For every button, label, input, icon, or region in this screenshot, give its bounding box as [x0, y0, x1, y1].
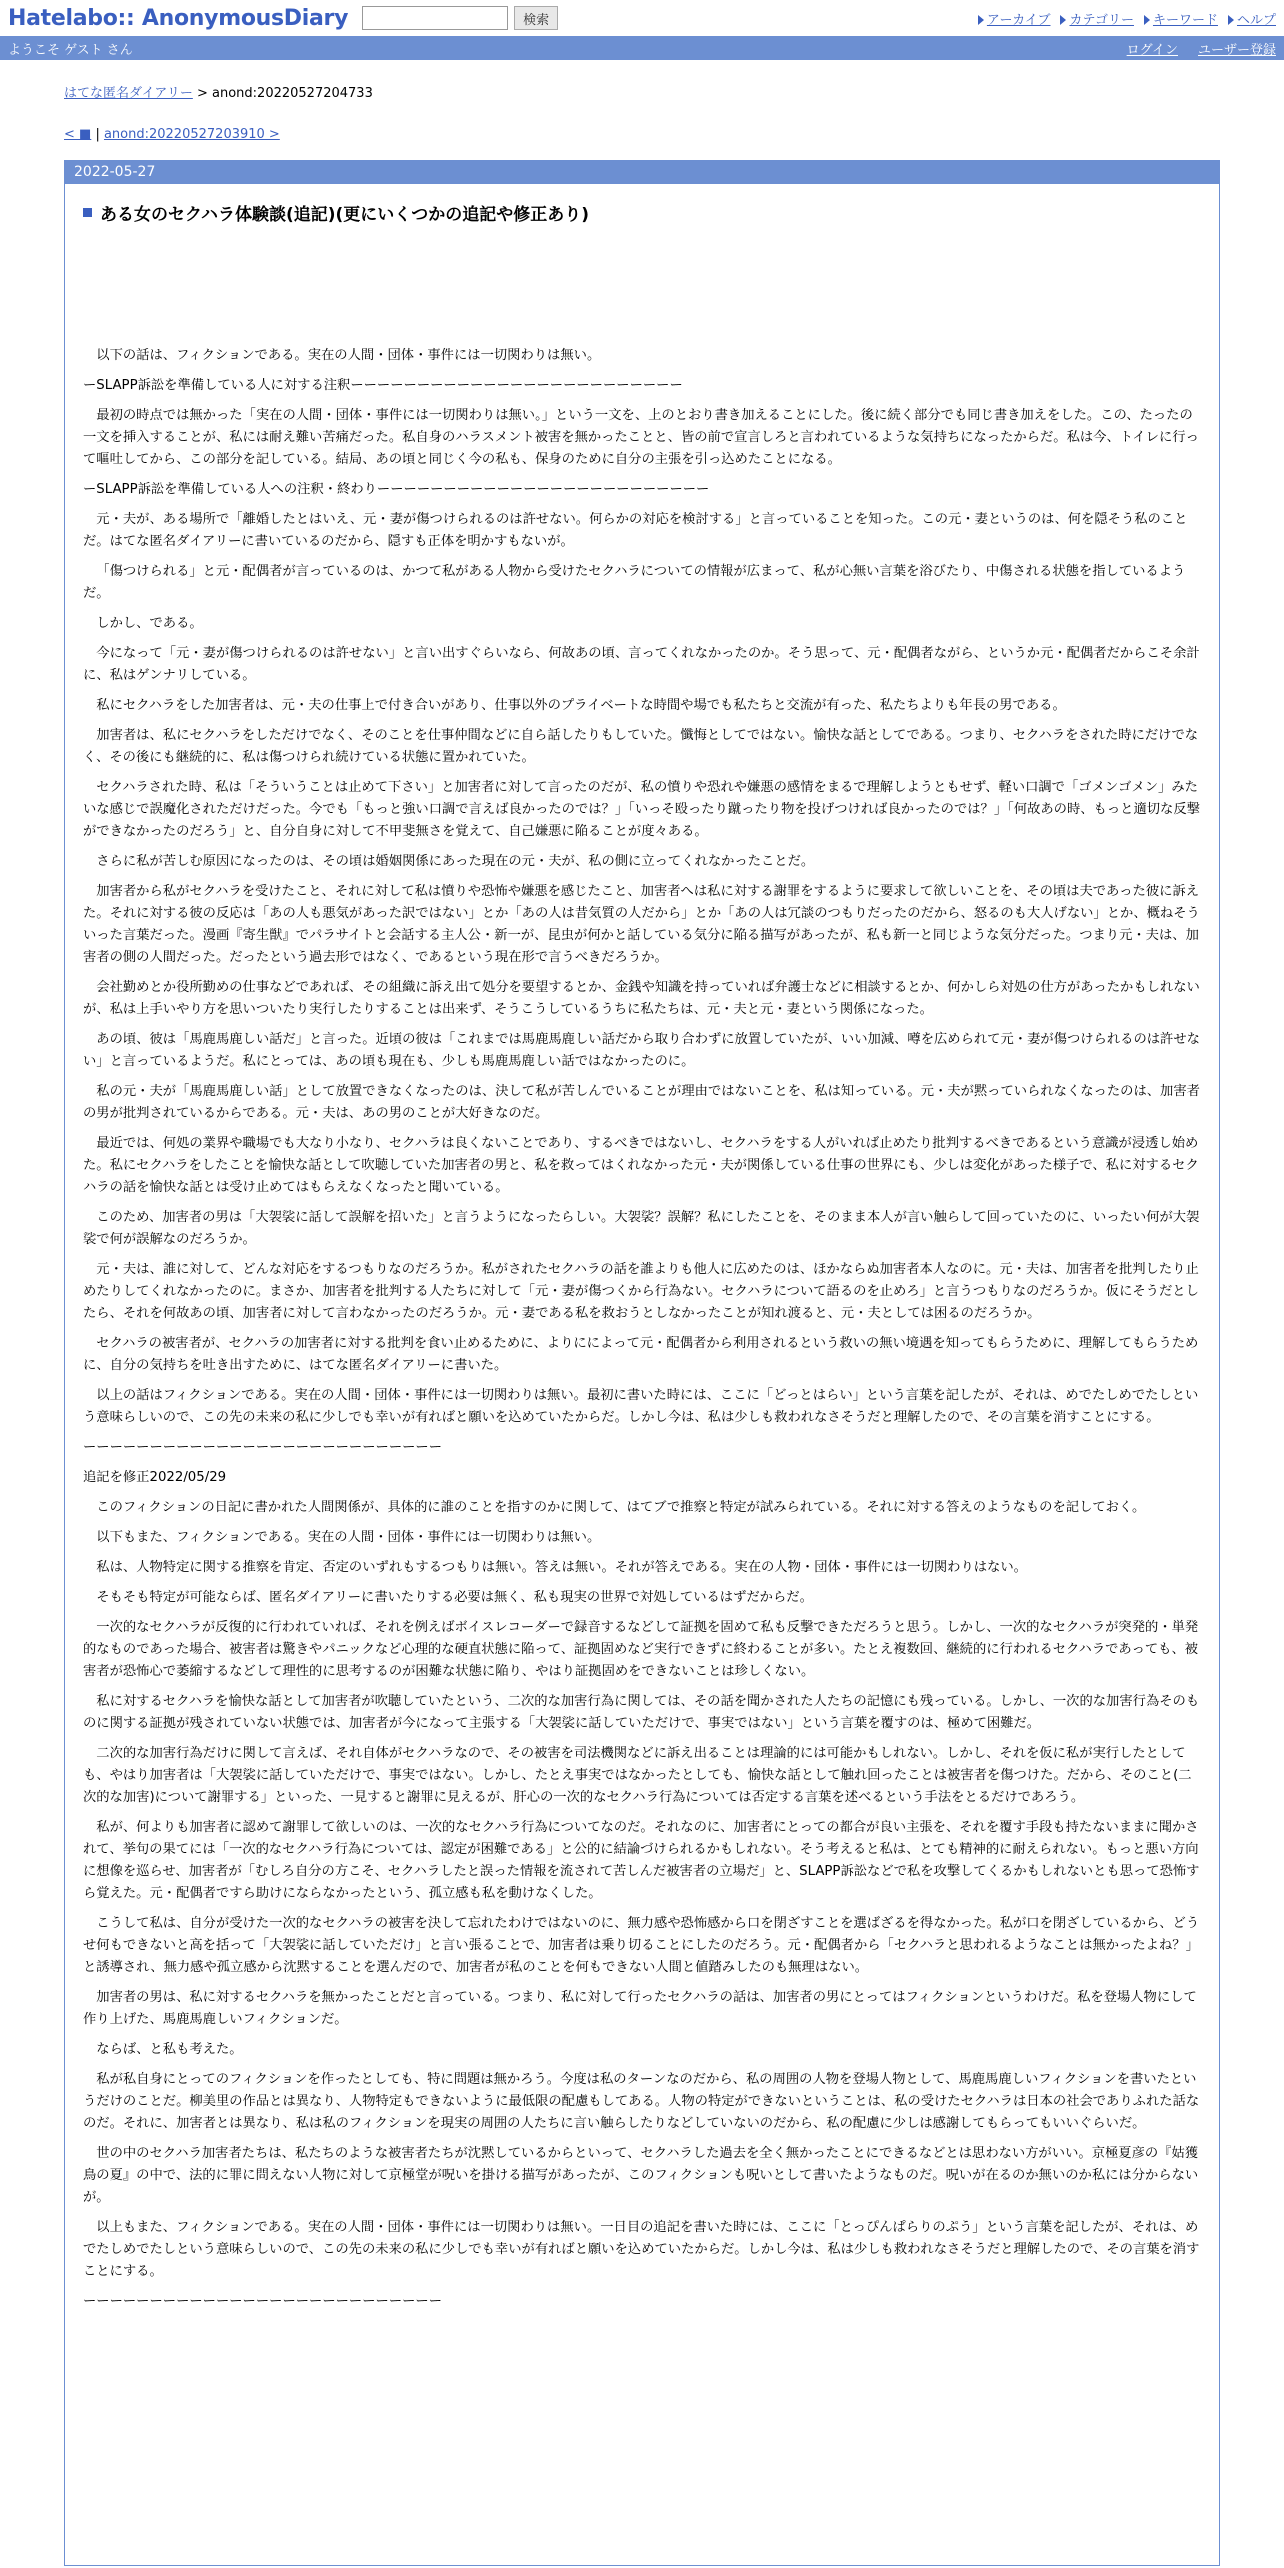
entry-paragraph: 一次的なセクハラが反復的に行われていれば、それを例えばボイスレコーダーで録音するなどして証拠を固めて私も反撃できただろうと思う。しかし、一次的なセクハラが突発的・単発的なものであった場合、被害者は驚きやパニックなど心理的な硬直状態に陥って、証拠固めなど実行できずに終わることが多い。たとえ複数回、継続的に行われるセクハラであっても、被害者が恐怖心で萎縮するなどして理性的に思考するのが困難な状態に陥り、やはり証拠固めをできないことは珍しくない。: [83, 1620, 1199, 1679]
square-bullet-icon[interactable]: [83, 208, 92, 217]
nav-archive[interactable]: [978, 9, 1051, 28]
entry-paragraph: 以下の話は、フィクションである。実在の人間・団体・事件には一切関わりは無い。: [96, 348, 601, 363]
pager: [64, 127, 1220, 142]
main-content: [0, 82, 1284, 2566]
entry-paragraph: 最近では、何処の業界や職場でも大なり小なり、セクハラは良くないことであり、するべきではないし、セクハラをする人がいれば止めたり批判するべきであるという意識が浸透し始めた。私にセクハラをしたことを愉快な話として吹聴していた加害者の男と、私を救ってはくれなかった元・夫が関係している仕事の世界にも、少しは変化があった様子で、私に対するセクハラの話を愉快な話とは受け止めてはもらえなくなったと聞いている。: [83, 1136, 1199, 1195]
entry-paragraph: ならば、と私も考えた。: [96, 2042, 243, 2057]
account-links: [1127, 39, 1276, 58]
entry-paragraph: さらに私が苦しむ原因になったのは、その頃は婚姻関係にあった現在の元・夫が、私の側に立ってくれなかったことだ。: [96, 854, 815, 869]
entry-paragraph: セクハラの被害者が、セクハラの加害者に対する批判を食い止めるために、よりにによって元・配偶者から利用されるという救いの無い境遇を知ってもらうために、理解してもらうために、自分の気持ちを吐き出すために、はてな匿名ダイアリーに書いた。: [83, 1336, 1199, 1373]
breadcrumb-home[interactable]: はてな匿名ダイアリー: [64, 86, 193, 101]
blank-space: [83, 225, 1201, 345]
site-logo[interactable]: Hatelabo:: AnonymousDiary: [8, 5, 349, 31]
nav-archive-link[interactable]: アーカイブ: [986, 12, 1051, 28]
arrow-right-icon: [978, 15, 984, 25]
arrow-right-icon: [1144, 15, 1150, 25]
arrow-right-icon: [1228, 15, 1234, 25]
pager-separator: |: [91, 127, 104, 142]
site-header: [0, 0, 1284, 36]
entry-paragraph: 加害者は、私にセクハラをしただけでなく、そのことを仕事仲間などに自ら話したりもしていた。懺悔としてではない。愉快な話としてである。つまり、セクハラをされた時にだけでなく、その後にも継続的に、私は傷つけられ続けている状態に置かれていた。: [83, 728, 1199, 765]
entry-paragraph: あの頃、彼は「馬鹿馬鹿しい話だ」と言った。近頃の彼は「これまでは馬鹿馬鹿しい話だから取り合わずに放置していたが、いい加減、噂を広められて元・妻が傷つけられるのは許せない」と言っているようだ。私にとっては、あの頃も現在も、少しも馬鹿馬鹿しい話ではなかったのに。: [83, 1032, 1200, 1069]
entry-paragraph: 加害者から私がセクハラを受けたこと、それに対して私は憤りや恐怖や嫌悪を感じたこと、加害者へは私に対する謝罪をするように要求して欲しいことを、その頃は夫であった彼に訴えた。それに対する彼の反応は「あの人も悪気があった訳ではない」とか「あの人は昔気質の人だから」とか「あの人は冗談のつもりだったのだから、怒るのも大人げない」とか、概ねそういった言葉だった。漫画『寄生獣』でパラサイトと会話する主人公・新一が、昆虫が何かと話している気分に陥る描写があったが、私も新一と同じような気分だった。つまり元・夫は、加害者の側の人間だった。だったという過去形ではなく、であるという現在形で言うべきだろうか。: [83, 884, 1200, 965]
nav-help[interactable]: [1228, 9, 1276, 28]
prev-entry-link[interactable]: < ■: [64, 127, 92, 142]
entry-paragraph: 私に対するセクハラを愉快な話として加害者が吹聴していたという、二次的な加害行為に関しては、その話を聞かされた人たちの記憶にも残っている。しかし、一次的な加害行為そのものに関する証拠が残されていない状態では、加害者が今になって主張する「大袈裟に話していただけで、事実ではない」という言葉を覆すのは、極めて困難だ。: [83, 1694, 1200, 1731]
next-entry-link[interactable]: anond:20220527203910 >: [103, 127, 280, 142]
entry-paragraph: そもそも特定が可能ならば、匿名ダイアリーに書いたりする必要は無く、私も現実の世界で対処しているはずだからだ。: [96, 1590, 813, 1605]
entry-paragraph: 元・夫が、ある場所で「離婚したとはいえ、元・妻が傷つけられるのは許せない。何らかの対応を検討する」と言っていることを知った。この元・妻というのは、何を隠そう私のことだ。はてな匿名ダイアリーに書いているのだから、隠すも正体を明かすもないが。: [83, 512, 1188, 549]
breadcrumb-current: anond:20220527204733: [212, 86, 373, 101]
entry-paragraph: 加害者の男は、私に対するセクハラを無かったことだと言っている。つまり、私に対して行ったセクハラの話は、加害者の男にとってはフィクションというわけだ。私を登場人物にして作り上げた、馬鹿馬鹿しいフィクションだ。: [83, 1990, 1197, 2027]
entry-paragraph: 追記を修正2022/05/29: [83, 1470, 227, 1485]
entry-paragraph: 最初の時点では無かった「実在の人間・団体・事件には一切関わりは無い。」という一文を、上のとおり書き加えることにした。後に続く部分でも同じ書き加えをした。この、たったの一文を挿入することが、私には耐え難い苦痛だった。私自身のハラスメント被害を無かったことと、皆の前で宣言しろと言われているような気持ちになったからだ。私は今、トイレに行って嘔吐してから、この部分を記している。結局、あの頃と同じく今の私も、保身のために自分の主張を引っ込めたことになる。: [83, 408, 1199, 467]
entry-paragraph: しかし、である。: [96, 616, 203, 631]
entry-paragraph: 私が、何よりも加害者に認めて謝罪して欲しいのは、一次的なセクハラ行為についてなのだ。それなのに、加害者にとっての都合が良い主張を、それを覆す手段も持たないままに聞かされて、挙句の果てには「一次的なセクハラ行為については、認定が困難である」と公的に結論づけられるかもしれない。そう考えると私は、とても精神的に耐えられない。もっと悪い方向に想像を巡らせ、加害者が「むしろ自分の方こそ、セクハラしたと誤った情報を流されて苦しんだ被害者の立場だ」と、SLAPP訴訟などで私を攻撃してくるかもしれないとも思って恐怖すら覚えた。元・配偶者ですら助けにならなかったという、孤立感も私を動けなくした。: [83, 1820, 1200, 1901]
nav-keyword-link[interactable]: キーワード: [1152, 12, 1218, 28]
entry-paragraph: 以上もまた、フィクションである。実在の人間・団体・事件には一切関わりは無い。一日目の追記を書いた時には、ここに「とっぴんぱらりのぷう」という言葉を記したが、それは、めでたしめでたしという意味らしいので、この先の未来の私に少しでも幸いが有ればと願いを込めていたからだ。しかし今は、私は少しも救われなさそうだと理解したので、その言葉を消すことにする。: [83, 2220, 1200, 2279]
login-link[interactable]: ログイン: [1126, 42, 1178, 58]
entry-paragraph: 今になって「元・妻が傷つけられるのは許せない」と言い出すぐらいなら、何故あの頃、言ってくれなかったのか。そう思って、元・配偶者ながら、というか元・配偶者だからこそ余計に、私はゲンナリしている。: [83, 646, 1200, 683]
entry-paragraph: 世の中のセクハラ加害者たちは、私たちのような被害者たちが沈黙しているからといって、セクハラした過去を全く無かったことにできるなどとは思わない方がいい。京極夏彦の『姑獲鳥の夏』の中で、法的に罪に問えない人物に対して京極堂が呪いを掛ける描写があったが、このフィクションも呪いとして書いたようなものだ。呪いが在るのか無いのか私には分からないが。: [83, 2146, 1199, 2205]
breadcrumb-separator: >: [192, 86, 213, 101]
welcome-text: ようこそ ゲスト さん: [8, 42, 133, 58]
nav-keyword[interactable]: [1144, 9, 1218, 28]
entry-paragraph: 私にセクハラをした加害者は、元・夫の仕事上で付き合いがあり、仕事以外のプライベートな時間や場でも私たちと交流が有った、私たちよりも年長の男である。: [96, 698, 1066, 713]
entry-paragraph: 私は、人物特定に関する推察を肯定、否定のいずれもするつもりは無い。答えは無い。それが答えである。実在の人物・団体・事件には一切関わりはない。: [96, 1560, 1027, 1575]
entry-paragraph: ーSLAPP訴訟を準備している人に対する注釈ーーーーーーーーーーーーーーーーーーーーーーーーー: [83, 378, 683, 393]
entry-title-text: ある女のセクハラ体験談(追記)(更にいくつかの追記や修正あり): [100, 205, 590, 225]
entry-title: [83, 200, 1201, 225]
nav-category[interactable]: [1060, 9, 1133, 28]
search-input[interactable]: [362, 6, 508, 30]
entry-paragraph: ーーーーーーーーーーーーーーーーーーーーーーーーーーー: [83, 1440, 443, 1455]
entry-paragraph: 以上の話はフィクションである。実在の人間・団体・事件には一切関わりは無い。最初に書いた時には、ここに「どっとはらい」という言葉を記したが、それは、めでたしめでたしという意味らしいので、この先の未来の私に少しでも幸いが有ればと願いを込めていたからだ。しかし今は、私は少しも救われなさそうだと理解したので、その言葉を消すことにする。: [83, 1388, 1199, 1425]
entry-paragraph: 二次的な加害行為だけに関して言えば、それ自体がセクハラなので、その被害を司法機関などに訴え出ることは理論的には可能かもしれない。しかし、それを仮に私が実行したとしても、やはり加害者は「大袈裟に話していただけで、事実ではない。しかし、たとえ事実ではなかったとしても、愉快な話として触れ回ったことは被害者を傷つけた。だから、そのこと(二次的な加害)について謝罪する」といった、一見すると謝罪に見えるが、肝心の一次的なセクハラ行為については否定する言葉を述べるという手法をとるだけであろう。: [83, 1746, 1192, 1805]
arrow-right-icon: [1060, 15, 1066, 25]
nav-category-link[interactable]: カテゴリー: [1069, 12, 1134, 28]
entry-paragraph: このため、加害者の男は「大袈裟に話して誤解を招いた」と言うようになったらしい。大袈裟？誤解？私にしたことを、そのまま本人が言い触らして回っていたのに、いったい何が大袈裟で何が誤解なのだろうか。: [83, 1210, 1200, 1247]
entry-paragraph: 私の元・夫が「馬鹿馬鹿しい話」として放置できなくなったのは、決して私が苦しんでいることが理由ではないことを、私は知っている。元・夫が黙っていられなくなったのは、加害者の男が批判されているからである。元・夫は、あの男のことが大好きなのだ。: [83, 1084, 1200, 1121]
search-button[interactable]: 検索: [514, 6, 558, 30]
nav-help-link[interactable]: ヘルプ: [1236, 12, 1276, 28]
entry-paragraph: ーSLAPP訴訟を準備している人への注釈・終わりーーーーーーーーーーーーーーーーーーーーーーーーー: [83, 482, 710, 497]
entry-body: [83, 345, 1201, 2313]
day-date-header: [64, 160, 1220, 184]
user-bar: [0, 36, 1284, 60]
entry-paragraph: こうして私は、自分が受けた一次的なセクハラの被害を決して忘れたわけではないのに、無力感や恐怖感から口を閉ざすことを選ばざるを得なかった。私が口を閉ざしているから、どうせ何もできないと高を括って「大袈裟に話していただけ」と言い張ることで、加害者は乗り切ることにしたのだろう。元・配偶者から「セクハラと思われるようなことは無かったよね？」と誘導され、無力感や孤立感から沈黙することを選んだので、加害者が私のことを何もできない人間と値踏みしたのも無理はない。: [83, 1916, 1200, 1975]
entry-paragraph: セクハラされた時、私は「そういうことは止めて下さい」と加害者に対して言ったのだが、私の憤りや恐れや嫌悪の感情をまるで理解しようともせず、軽い口調で「ゴメンゴメン」みたいな感じで誤魔化されただけだった。今でも「もっと強い口調で言えば良かったのでは？」「いっそ殴ったり蹴ったり物を投げつければ良かったのでは？」「何故あの時、もっと適切な反撃ができなかったのだろう」と、自分自身に対して不甲斐無さを覚えて、自己嫌悪に陥ることが度々ある。: [83, 780, 1200, 839]
entry-paragraph: 以下もまた、フィクションである。実在の人間・団体・事件には一切関わりは無い。: [96, 1530, 601, 1545]
register-link[interactable]: ユーザー登録: [1197, 42, 1276, 58]
entry-paragraph: このフィクションの日記に書かれた人間関係が、具体的に誰のことを指すのかに関して、はてブで推察と特定が試みられている。それに対する答えのようなものを記しておく。: [96, 1500, 1146, 1515]
entry-paragraph: 「傷つけられる」と元・配偶者が言っているのは、かつて私がある人物から受けたセクハラについての情報が広まって、私が心無い言葉を浴びたり、中傷される状態を指しているようだ。: [83, 564, 1186, 601]
entry-paragraph: 会社勤めとか役所勤めの仕事などであれば、その組織に訴え出て処分を要望するとか、金銭や知識を持っていれば弁護士などに相談するとか、何かしら対処の仕方があったかもしれないが、私は上手いやり方を思いついたり実行したりすることは出来ず、そうこうしているうちに私たちは、元・夫と元・妻という関係になった。: [83, 980, 1200, 1017]
day-entry: [64, 184, 1220, 2566]
top-nav: [978, 9, 1276, 28]
entry-paragraph: ーーーーーーーーーーーーーーーーーーーーーーーーーーー: [83, 2294, 443, 2309]
entry-paragraph: 私が私自身にとってのフィクションを作ったとしても、特に問題は無かろう。今度は私のターンなのだから、私の周囲の人物を登場人物として、馬鹿馬鹿しいフィクションを書いたというだけのことだ。柳美里の作品とは異なり、人物特定もできないように最低限の配慮もしてある。人物の特定ができないということは、私の受けたセクハラは日本の社会でありふれた話なのだ。それに、加害者とは異なり、私は私のフィクションを現実の周囲の人たちに言い触らしたりなどしていないのだから、私の配慮に少しは感謝してもらってもいいぐらいだ。: [83, 2072, 1200, 2131]
day-date: 2022-05-27: [74, 164, 156, 180]
entry-paragraph: 元・夫は、誰に対して、どんな対応をするつもりなのだろうか。私がされたセクハラの話を誰よりも他人に広めたのは、ほかならぬ加害者本人なのに。元・夫は、加害者を批判したり止めたりしてくれなかったのに。まさか、加害者を批判する人たちに対して「元・妻が傷つくから行為ない。セクハラについて語るのを止めろ」と言うつもりなのだろうか。仮にそうだとしたら、それを何故あの頃、加害者に対して言わなかったのだろうか。元・妻である私を救おうとしなかったことが知れ渡ると、元・夫としては困るのだろうか。: [83, 1262, 1199, 1321]
breadcrumb: [64, 82, 1220, 101]
